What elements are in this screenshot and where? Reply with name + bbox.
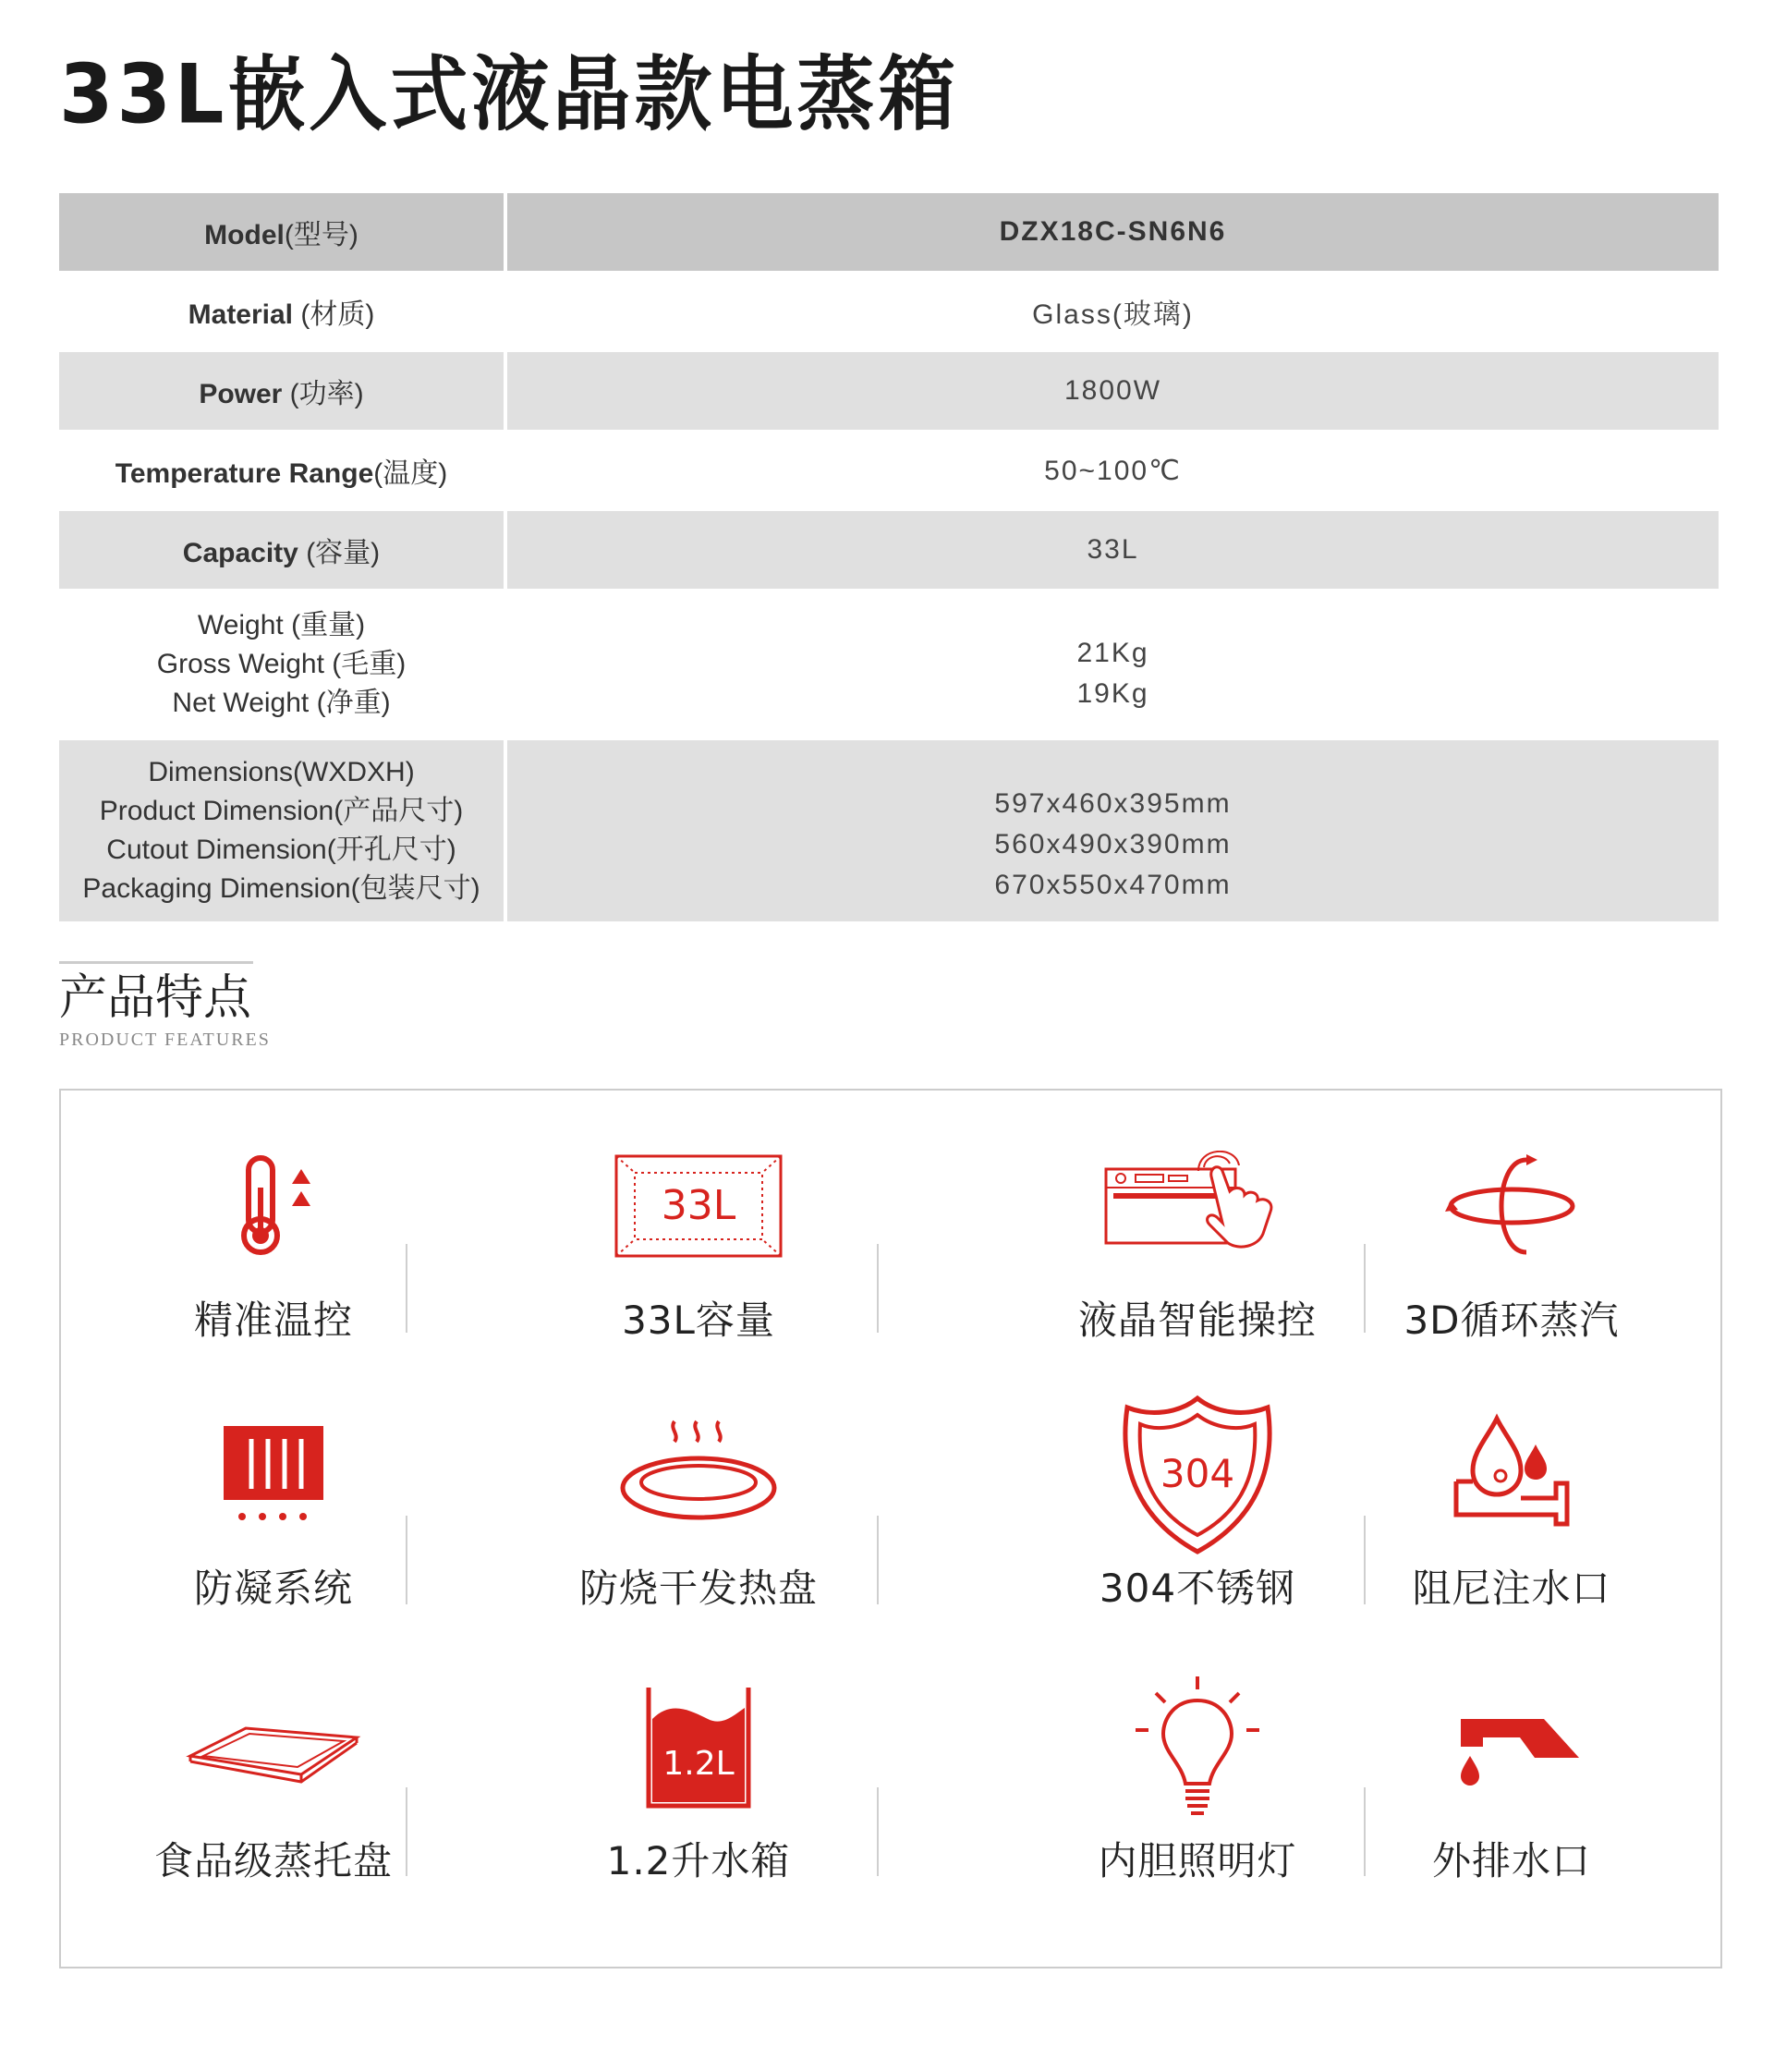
gross-weight-label: Gross Weight (毛重) [156,649,407,679]
spec-row-weight [59,591,1719,740]
power-label-en: Power [199,379,283,409]
capacity-label-en: Capacity [182,538,298,568]
spec-value-temperature: 50~100℃ [1044,455,1182,486]
feature-label: 1.2升水箱 [606,1838,791,1883]
3d-circulation-icon [1308,1127,1715,1285]
tank-icon-text: 1.2L [662,1745,735,1783]
feature-divider [1364,1787,1366,1876]
feature-water-tank [495,1668,902,1886]
feature-damping-inlet [1308,1396,1715,1614]
weight-label: Weight (重量) [197,610,366,640]
feature-divider [877,1516,879,1604]
product-dimension-value: 597x460x395mm [994,788,1232,819]
water-inlet-icon [1308,1396,1715,1553]
feature-anti-condensation [70,1396,477,1614]
feature-label: 33L容量 [622,1298,775,1343]
spec-row-dimensions [59,740,1719,923]
temperature-label-cn: (温度) [373,458,448,489]
spec-label-model [59,193,507,271]
feature-drain [1308,1668,1715,1886]
material-label-cn: (材质) [293,299,375,330]
spec-row-model [59,193,1719,273]
features-panel [59,1089,1722,1968]
net-weight-label: Net Weight (净重) [172,688,391,718]
spec-table [59,193,1719,923]
spec-value-material: Glass(玻璃) [1032,299,1194,330]
feature-label: 3D循环蒸汽 [1403,1298,1620,1343]
spec-value-capacity: 33L [507,511,1719,589]
model-label-en: Model [204,220,285,250]
feature-label: 食品级蒸托盘 [153,1838,393,1883]
spec-value-dimensions [507,740,1719,921]
page-title: 33L嵌入式液晶款电蒸箱 [59,46,960,142]
spec-row-power [59,352,1719,432]
spec-row-capacity [59,511,1719,591]
feature-steam-tray [70,1668,477,1886]
packaging-dimension-value: 670x550x470mm [994,870,1232,900]
feature-divider [1364,1516,1366,1604]
thermometer-icon [70,1127,477,1285]
capacity-33l-icon [495,1127,902,1285]
spec-value-weight [507,591,1719,738]
drain-outlet-icon [1308,1668,1715,1825]
features-title: 产品特点 [59,970,252,1026]
spec-label-material [59,273,507,350]
model-label-cn: (型号) [284,220,358,250]
section-divider [59,961,253,964]
feature-heating-plate [495,1396,902,1614]
cutout-dimension-label: Cutout Dimension(开孔尺寸) [106,835,456,865]
feature-label: 304不锈钢 [1099,1566,1296,1611]
temperature-label-en: Temperature Range [115,458,374,489]
spec-value-power: 1800W [507,352,1719,430]
spec-label-temperature [59,432,507,509]
material-label-en: Material [188,299,294,330]
feature-label: 精准温控 [193,1298,353,1343]
capacity-label-cn: (容量) [298,538,381,568]
gross-weight-value: 21Kg [1076,638,1149,668]
feature-label: 防凝系统 [193,1566,353,1611]
feature-label: 防烧干发热盘 [578,1566,818,1611]
heating-plate-icon [495,1396,902,1553]
cutout-dimension-value: 560x490x390mm [994,829,1232,859]
water-tank-icon [495,1668,902,1825]
spec-row-material [59,273,1719,352]
feature-divider [1364,1244,1366,1333]
spec-row-temperature [59,432,1719,511]
feature-3d-steam [1308,1127,1715,1346]
feature-33l-capacity [495,1127,902,1346]
spec-label-capacity [59,511,507,589]
features-subtitle: PRODUCT FEATURES [59,1030,271,1050]
spec-value-model: DZX18C-SN6N6 [507,193,1719,271]
steam-tray-icon [70,1668,477,1825]
feature-divider [406,1244,407,1333]
spec-label-power [59,352,507,430]
packaging-dimension-label: Packaging Dimension(包装尺寸) [82,873,480,904]
feature-divider [406,1787,407,1876]
product-dimension-label: Product Dimension(产品尺寸) [99,796,464,826]
feature-label: 内胆照明灯 [1098,1838,1297,1883]
feature-label: 外排水口 [1431,1838,1591,1883]
spec-label-dimensions [59,740,507,921]
spec-label-weight [59,591,507,738]
anti-condensation-icon [70,1396,477,1553]
dimensions-label: Dimensions(WXDXH) [148,757,415,787]
capacity-icon-text: 33L [661,1182,736,1229]
net-weight-value: 19Kg [1076,678,1149,709]
feature-divider [877,1244,879,1333]
feature-divider [406,1516,407,1604]
power-label-cn: (功率) [282,379,364,409]
feature-precise-temperature [70,1127,477,1346]
feature-divider [877,1787,879,1876]
feature-label: 阻尼注水口 [1412,1566,1611,1611]
steel-icon-text: 304 [1160,1451,1235,1496]
feature-label: 液晶智能操控 [1077,1298,1317,1343]
